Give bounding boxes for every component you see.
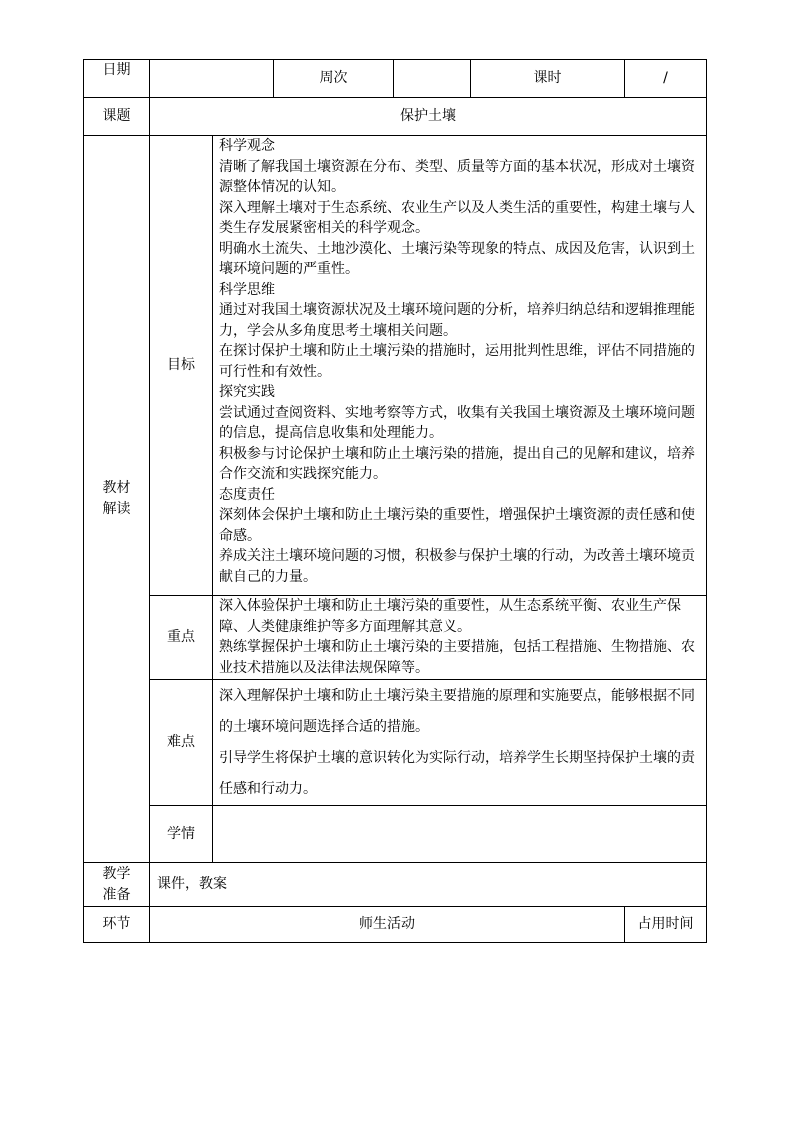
preparation-label-line2: 准备 bbox=[102, 886, 131, 903]
preparation-row bbox=[84, 863, 707, 907]
goals-label: 目标 bbox=[150, 136, 213, 596]
key-points-content bbox=[213, 596, 707, 680]
topic-label: 课题 bbox=[84, 98, 150, 136]
key-point-item: 深入体验保护土壤和防止土壤污染的重要性，从生态系统平衡、农业生产保障、人类健康维护等多方面理解其意义。 bbox=[219, 598, 681, 635]
time-label: 占用时间 bbox=[625, 907, 707, 943]
preparation-label bbox=[84, 863, 150, 907]
goals-item: 通过对我国土壤资源状况及土壤环境问题的分析，培养归纳总结和逻辑推理能力，学会从多角度思考土壤相关问题。 bbox=[219, 302, 695, 339]
goals-item: 深入理解土壤对于生态系统、农业生产以及人类生活的重要性，构建土壤与人类生存发展紧密相关的科学观念。 bbox=[219, 199, 695, 236]
key-points-label: 重点 bbox=[150, 596, 213, 680]
interpretation-label-line1: 教材 bbox=[102, 480, 131, 496]
topic-row bbox=[84, 98, 707, 136]
difficulties-content bbox=[213, 680, 707, 806]
week-label: 周次 bbox=[274, 60, 394, 98]
learner-row bbox=[84, 806, 707, 863]
goals-row bbox=[84, 136, 707, 596]
difficulty-item: 深入理解保护土壤和防止土壤污染主要措施的原理和实施要点，能够根据不同的土壤环境问题选择合适的措施。 bbox=[219, 688, 695, 735]
goals-heading: 态度责任 bbox=[219, 486, 275, 503]
goals-item: 尝试通过查阅资料、实地考察等方式，收集有关我国土壤资源及土壤环境问题的信息，提高信息收集和处理能力。 bbox=[219, 404, 695, 441]
stage-label: 环节 bbox=[84, 907, 150, 943]
learner-label: 学情 bbox=[150, 806, 213, 863]
goals-item: 深刻体会保护土壤和防止土壤污染的重要性，增强保护土壤资源的责任感和使命感。 bbox=[219, 507, 695, 544]
interpretation-label-line2: 解读 bbox=[102, 501, 131, 517]
header-row bbox=[84, 60, 707, 98]
goals-item: 养成关注土壤环境问题的习惯，积极参与保护土壤的行动，为改善土壤环境贡献自己的力量。 bbox=[219, 548, 695, 585]
date-label: 日期 bbox=[84, 60, 150, 98]
key-point-item: 熟练掌握保护土壤和防止土壤污染的主要措施，包括工程措施、生物措施、农业技术措施以及法律法规保障等。 bbox=[219, 639, 695, 676]
activity-header-row bbox=[84, 907, 707, 943]
key-points-row bbox=[84, 596, 707, 680]
difficulty-item: 引导学生将保护土壤的意识转化为实际行动，培养学生长期坚持保护土壤的责任感和行动力。 bbox=[219, 750, 695, 797]
learner-value bbox=[213, 806, 707, 863]
goals-heading: 科学观念 bbox=[219, 138, 275, 154]
period-label: 课时 bbox=[471, 60, 625, 98]
goals-heading: 科学思维 bbox=[219, 281, 275, 298]
week-value bbox=[394, 60, 471, 98]
period-value: / bbox=[625, 60, 707, 98]
difficulties-row bbox=[84, 680, 707, 806]
goals-heading: 探究实践 bbox=[219, 384, 275, 400]
lesson-plan-table bbox=[83, 59, 707, 943]
goals-item: 积极参与讨论保护土壤和防止土壤污染的措施，提出自己的见解和建议，培养合作交流和实践探究能力。 bbox=[219, 445, 695, 482]
difficulties-label: 难点 bbox=[150, 680, 213, 806]
topic-value: 保护土壤 bbox=[150, 98, 707, 136]
date-value bbox=[150, 60, 274, 98]
activity-label: 师生活动 bbox=[150, 907, 625, 943]
goals-content bbox=[213, 136, 707, 596]
interpretation-label bbox=[84, 136, 150, 863]
goals-item: 清晰了解我国土壤资源在分布、类型、质量等方面的基本状况，形成对土壤资源整体情况的认知。 bbox=[219, 158, 695, 195]
goals-item: 在探讨保护土壤和防止土壤污染的措施时，运用批判性思维，评估不同措施的可行性和有效性。 bbox=[219, 343, 695, 380]
preparation-label-line1: 教学 bbox=[102, 865, 131, 882]
goals-item: 明确水土流失、土地沙漠化、土壤污染等现象的特点、成因及危害，认识到土壤环境问题的严重性。 bbox=[219, 240, 695, 277]
preparation-value: 课件，教案 bbox=[150, 863, 707, 907]
